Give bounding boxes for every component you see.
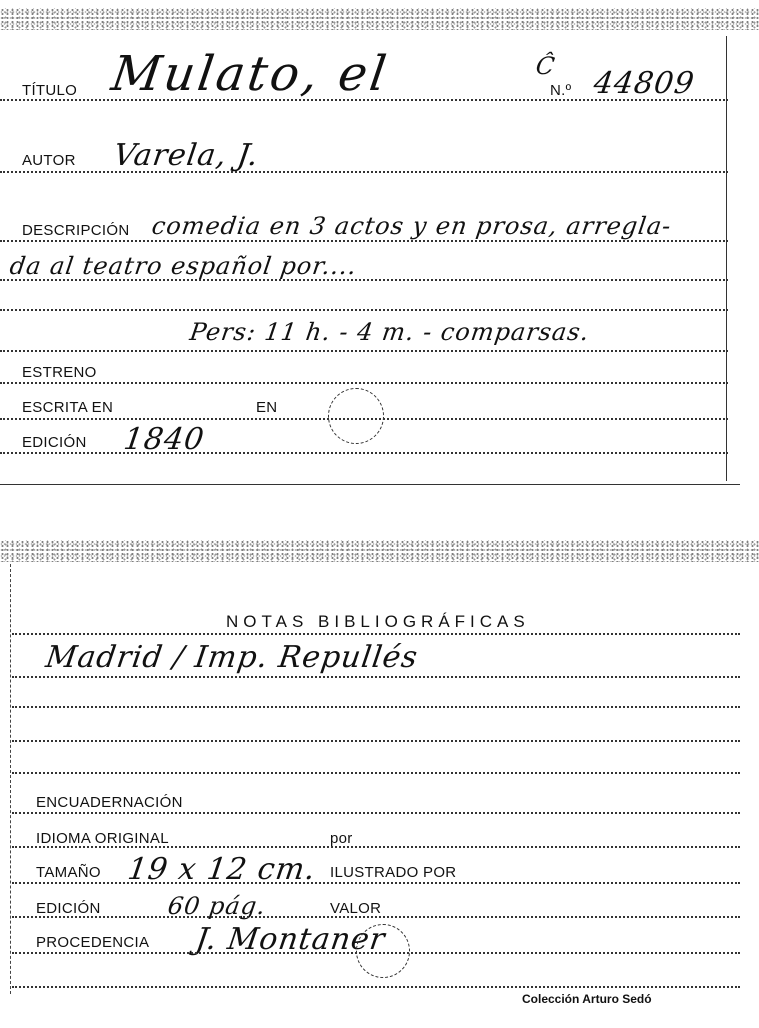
autor-label: AUTOR [22,152,76,169]
card-back-left-border [10,564,11,994]
estreno-line [0,382,728,384]
card-top-texture [0,8,759,30]
numero-prefix: N.º [550,82,572,99]
autor-line [0,171,728,173]
escrita-line [0,418,728,420]
descripcion-line-rule-2 [0,279,728,281]
notas-value: Madrid / Imp. Repullés [43,640,421,675]
edicion-value: 1840 [121,422,207,457]
por-label: por [330,830,353,847]
notas-line-4 [12,740,740,742]
escrita-label: ESCRITA EN [22,399,114,416]
idioma-label: IDIOMA ORIGINAL [36,830,169,847]
edicion-back-label: EDICIÓN [36,900,101,917]
descripcion-label: DESCRIPCIÓN [22,222,130,239]
procedencia-label: PROCEDENCIA [36,934,150,951]
descripcion-line-rule-1 [0,240,728,242]
numero-value: 44809 [591,66,697,101]
titulo-label: TÍTULO [22,82,78,99]
tamano-label: TAMAÑO [36,864,101,881]
edicion-label: EDICIÓN [22,434,87,451]
encuadernacion-label: ENCUADERNACIÓN [36,794,183,811]
notas-line-5 [12,772,740,774]
notas-line-3 [12,706,740,708]
tamano-value: 19 x 12 cm. [125,852,319,887]
procedencia-line [12,952,740,954]
stamp-circle-front [328,388,384,444]
descripcion-line-rule-4 [0,350,728,352]
descripcion-line-1: comedia en 3 actos y en prosa, arregla- [150,212,674,240]
card-front-right-border [726,36,727,481]
collection-footer: Colección Arturo Sedó [522,992,652,1006]
back-bottom-line [12,986,740,988]
stamp-circle-back [356,924,410,978]
estreno-label: ESTRENO [22,364,97,381]
notas-title: NOTAS BIBLIOGRÁFICAS [226,612,530,631]
autor-value: Varela, J. [111,138,262,173]
en-label: EN [256,399,278,416]
notas-line-1 [12,633,740,635]
card-front [0,0,759,495]
valor-label: VALOR [330,900,382,917]
front-bottom-line [0,484,740,485]
edicion-back-value: 60 pág. [166,892,268,920]
idioma-line [12,846,740,848]
titulo-line [0,99,728,101]
edicion-back-line [12,916,740,918]
encuadernacion-line [12,812,740,814]
procedencia-value: J. Montaner [193,922,388,957]
ilustrado-label: ILUSTRADO POR [330,864,457,881]
descripcion-line-2: da al teatro español por.... [8,252,359,280]
personajes-value: Pers: 11 h. - 4 m. - comparsas. [188,318,592,346]
titulo-value: Mulato, el [108,46,393,102]
edicion-line [0,452,728,454]
card-back [0,540,759,1028]
numero-mark: Ĉ [534,52,557,80]
notas-line-2 [12,676,740,678]
card-back-top-texture [0,540,759,562]
tamano-line [12,882,740,884]
descripcion-line-rule-3 [0,309,728,311]
